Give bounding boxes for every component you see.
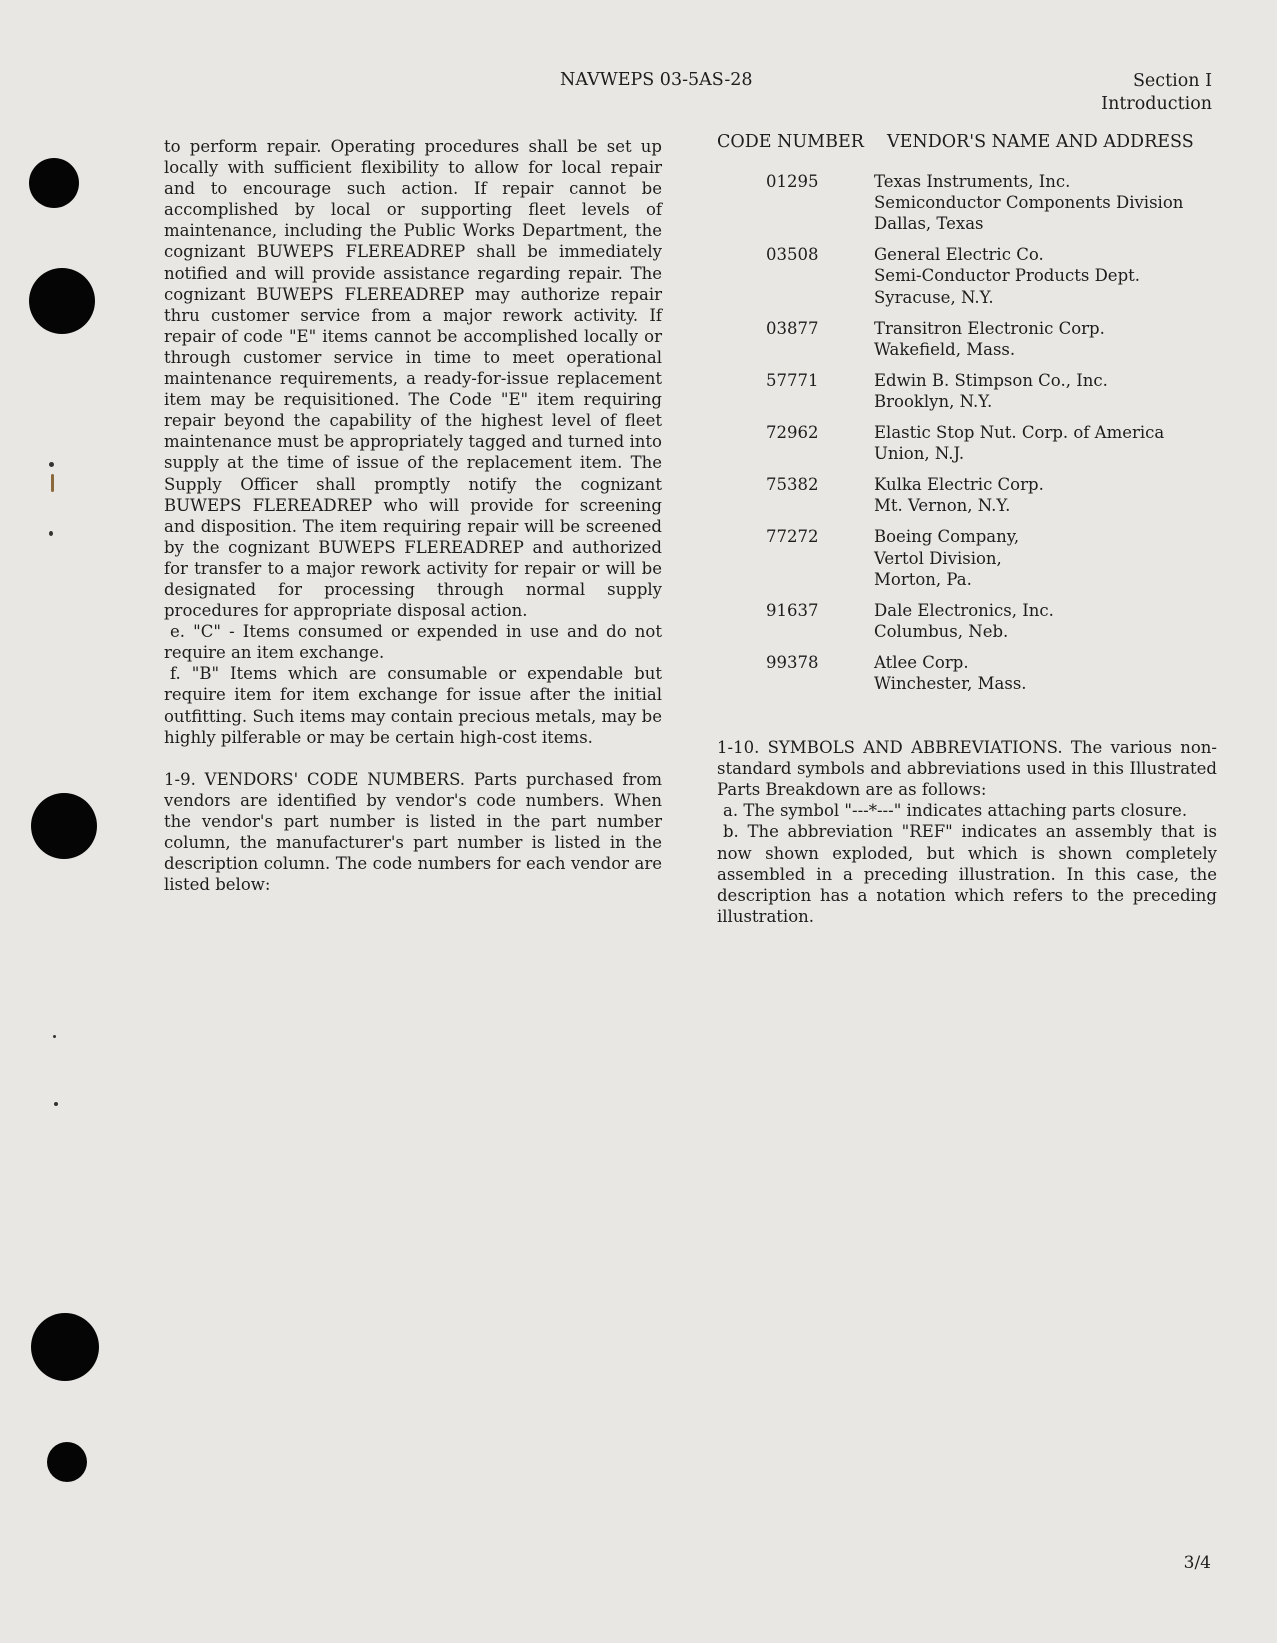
vendor-address bbox=[874, 526, 1217, 589]
vendor-row bbox=[717, 318, 1217, 360]
vendor-address-line: Boeing Company, bbox=[874, 527, 1020, 547]
vendor-address bbox=[874, 474, 1217, 516]
vendor-row bbox=[717, 652, 1217, 694]
vendor-address-line: Kulka Electric Corp. bbox=[874, 475, 1044, 495]
vendor-row bbox=[717, 370, 1217, 412]
vendor-address-line: Union, N.J. bbox=[874, 444, 965, 464]
vendor-address-line: Mt. Vernon, N.Y. bbox=[874, 496, 1011, 516]
scan-speck bbox=[53, 1035, 56, 1038]
vendor-address-line: Semi-Conductor Products Dept. bbox=[874, 266, 1141, 286]
vendor-address-line: Morton, Pa. bbox=[874, 569, 972, 589]
vendor-address bbox=[874, 171, 1217, 234]
vendor-address-line: Columbus, Neb. bbox=[874, 621, 1009, 641]
vendor-code: 99378 bbox=[766, 652, 819, 672]
paragraph-a: a. The symbol "---*---" indicates attaching parts closure. bbox=[723, 801, 1188, 821]
scan-speck bbox=[49, 531, 53, 536]
vendor-row bbox=[717, 600, 1217, 642]
vendor-address-line: Texas Instruments, Inc. bbox=[874, 172, 1071, 192]
vendor-code: 91637 bbox=[766, 600, 819, 620]
vendor-code: 03877 bbox=[766, 318, 819, 338]
vendor-row bbox=[717, 526, 1217, 589]
paragraph-e: e. "C" - Items consumed or expended in use and do not require an item exchange. bbox=[164, 622, 662, 663]
vendor-address-line: Vertol Division, bbox=[874, 548, 1002, 568]
vendor-address-line: Transitron Electronic Corp. bbox=[874, 318, 1105, 338]
binder-hole bbox=[29, 158, 79, 208]
vendor-address bbox=[874, 244, 1217, 307]
vendor-code: 57771 bbox=[766, 370, 819, 390]
paragraph-1-9: 1-9. VENDORS' CODE NUMBERS. Parts purchased from vendors are identified by vendor's code numbers. When the vendor's part number is listed in the part number column, the manufacturer's part number is listed in the description column. The code numbers for each vendor are listed below: bbox=[164, 769, 662, 895]
scan-speck bbox=[54, 1102, 58, 1106]
vendor-address-line: Semiconductor Components Division bbox=[874, 193, 1184, 213]
scan-speck bbox=[51, 474, 54, 492]
vendor-address-line: Elastic Stop Nut. Corp. of America bbox=[874, 423, 1165, 443]
paragraph-1-10: 1-10. SYMBOLS AND ABBREVIATIONS. The various non-standard symbols and abbreviations used in this Illustrated Parts Breakdown are as follows: bbox=[717, 738, 1217, 800]
document-number: NAVWEPS 03-5AS-28 bbox=[560, 70, 753, 90]
vendor-row bbox=[717, 474, 1217, 516]
vendor-code: 77272 bbox=[766, 527, 819, 547]
binder-hole bbox=[29, 268, 95, 334]
scan-speck bbox=[49, 462, 54, 467]
vendor-address bbox=[874, 652, 1217, 694]
vendor-code: 01295 bbox=[766, 172, 819, 192]
paragraph-f: f. "B" Items which are consumable or expendable but require item for item exchange for issue after the initial outfitting. Such items may contain precious metals, may be highly pilferable or may be certain high-cost items. bbox=[164, 664, 662, 747]
vendor-address bbox=[874, 318, 1217, 360]
right-column bbox=[717, 132, 1217, 927]
section-heading bbox=[1101, 70, 1212, 116]
vendor-address bbox=[874, 422, 1217, 464]
binder-hole bbox=[47, 1442, 87, 1482]
vendor-code: 72962 bbox=[766, 423, 819, 443]
vendor-address-line: Winchester, Mass. bbox=[874, 673, 1027, 693]
vendor-address-line: Dallas, Texas bbox=[874, 214, 984, 234]
paragraph-continuation: to perform repair. Operating procedures shall be set up locally with sufficient flexibility to allow for local repair and to encourage such action. If repair cannot be accomplished by local or supporting fleet levels of maintenance, including the Public Works Department, the cognizant BUWEPS FLEREADREP shall be immediately notified and will provide assistance regarding repair. The cognizant BUWEPS FLEREADREP may authorize repair thru customer service from a major rework activity. If repair of code "E" items cannot be accomplished locally or through customer service in time to meet operational maintenance requirements, a ready-for-issue replacement item may be requisitioned. The Code "E" item requiring repair beyond the capability of the highest level of fleet maintenance must be appropriately tagged and turned into supply at the time of issue of the replacement item. The Supply Officer shall promptly notify the cognizant BUWEPS FLEREADREP who will provide for screening and disposition. The item requiring repair will be screened by the cognizant BUWEPS FLEREADREP and authorized for transfer to a major rework activity for repair or will be designated for processing through normal supply procedures for appropriate disposal action. bbox=[164, 137, 662, 621]
vendor-row bbox=[717, 244, 1217, 307]
vendor-address-line: Edwin B. Stimpson Co., Inc. bbox=[874, 370, 1108, 390]
code-number-header: CODE NUMBER bbox=[717, 132, 864, 152]
vendor-code: 03508 bbox=[766, 245, 819, 265]
vendor-address bbox=[874, 600, 1217, 642]
vendor-address-line: Brooklyn, N.Y. bbox=[874, 391, 993, 411]
symbols-section bbox=[717, 737, 1217, 927]
section-title: Introduction bbox=[1101, 94, 1212, 114]
vendor-row bbox=[717, 171, 1217, 234]
vendor-row bbox=[717, 422, 1217, 464]
vendor-address-line: Syracuse, N.Y. bbox=[874, 287, 994, 307]
vendor-address bbox=[874, 370, 1217, 412]
section-label: Section I bbox=[1132, 71, 1212, 91]
page-number: 3/4 bbox=[1183, 1553, 1211, 1573]
binder-hole bbox=[31, 793, 97, 859]
vendor-address-line: Atlee Corp. bbox=[874, 652, 969, 672]
vendor-address-line: Wakefield, Mass. bbox=[874, 339, 1016, 359]
paragraph-b: b. The abbreviation "REF" indicates an assembly that is now shown exploded, but which is shown completely assembled in a preceding illustration. In this case, the description has a notation which refers to the preceding illustration. bbox=[717, 822, 1217, 926]
left-column bbox=[164, 136, 662, 895]
vendor-name-header: VENDOR'S NAME AND ADDRESS bbox=[887, 132, 1194, 152]
vendor-table bbox=[717, 171, 1217, 694]
vendor-address-line: Dale Electronics, Inc. bbox=[874, 600, 1054, 620]
binder-hole bbox=[31, 1313, 99, 1381]
vendor-code: 75382 bbox=[766, 475, 819, 495]
vendor-table-header bbox=[717, 132, 1217, 153]
vendor-address-line: General Electric Co. bbox=[874, 245, 1044, 265]
